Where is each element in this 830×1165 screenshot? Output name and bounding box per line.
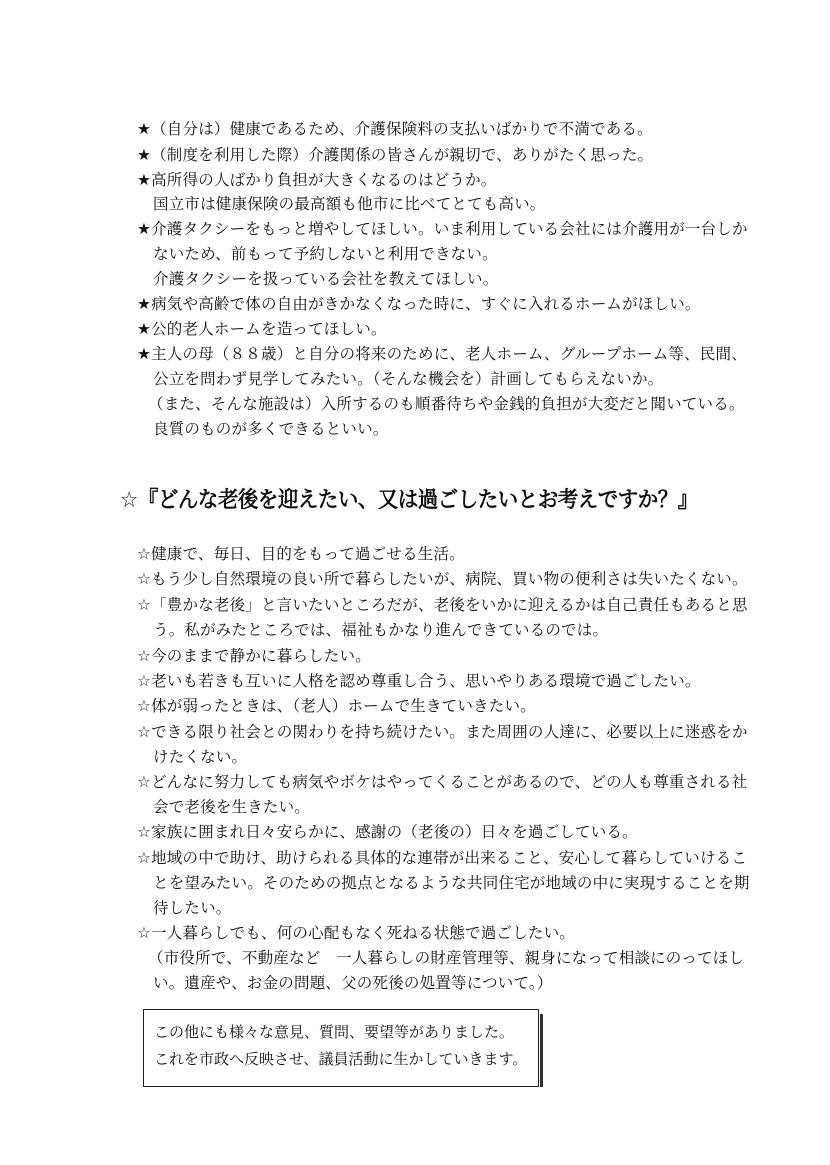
comment-line: ☆できる限り社会との関わりを持ち続けたい。また周囲の人達に、必要以上に迷惑をか <box>137 723 748 741</box>
comment-line: 介護タクシーを扱っている会社を教えてほしい。 <box>153 270 499 288</box>
closing-note-line: この他にも様々な意見、質問、要望等がありました。 <box>154 1023 515 1041</box>
comment-line: けたくない。 <box>153 748 248 766</box>
comment-line: ☆老いも若きも互いに人格を認め尊重し合う、思いやりある環境で過ごしたい。 <box>137 672 701 690</box>
closing-note-box <box>143 1009 539 1087</box>
comment-line: ☆家族に囲まれ日々安らかに、感謝の（老後の）日々を過ごしている。 <box>137 823 638 841</box>
comment-line: ☆地域の中で助け、助けられる具体的な連帯が出来ること、安心して暮らしていけるこ <box>137 849 748 867</box>
comment-line: ☆今のままで静かに暮らしたい。 <box>137 647 371 665</box>
comment-line: い。遺産や、お金の問題、父の死後の処置等について。） <box>153 974 553 992</box>
closing-note-line: これを市政へ反映させ、議員活動に生かしていきます。 <box>154 1050 528 1068</box>
comment-line: ☆「豊かな老後」と言いたいところだが、老後をいかに迎えるかは自己責任もあると思 <box>137 596 748 614</box>
comment-line: とを望みたい。そのための拠点となるような共同住宅が地域の中に実現することを期 <box>153 874 750 892</box>
comment-line: ★病気や高齢で体の自由がきかなくなった時に、すぐに入れるホームがほしい。 <box>137 295 701 313</box>
comment-line: （市役所で、不動産など 一人暮らしの財産管理等、親身になって相談にのってほし <box>148 949 745 967</box>
comment-line: ☆一人暮らしでも、何の心配もなく死ねる状態で過ごしたい。 <box>137 924 575 942</box>
comment-line: ★介護タクシーをもっと増やしてほしい。いま利用している会社には介護用が一台しか <box>137 220 748 238</box>
comment-line: 会で老後を生きたい。 <box>153 798 311 816</box>
comment-line: ☆健康で、毎日、目的をもって過ごせる生活。 <box>137 545 465 563</box>
comment-line: ☆体が弱ったときは、（老人）ホームで生きていきたい。 <box>137 697 536 715</box>
comment-line: 国立市は健康保険の最高額も他市に比べてとても高い。 <box>153 195 546 213</box>
comment-line: 待したい。 <box>153 899 232 917</box>
section-heading: ☆『どんな老後を迎えたい、又は過ごしたいとお考えですか？』 <box>120 488 698 513</box>
comment-line: ★公的老人ホームを造ってほしい。 <box>137 320 387 338</box>
comment-line: ☆どんなに努力しても病気やボケはやってくることがあるので、どの人も尊重される社 <box>137 773 748 791</box>
comment-line: 良質のものが多くできるといい。 <box>153 420 389 438</box>
comment-line: ないため、前もって予約しないと利用できない。 <box>153 245 498 263</box>
comment-line: （また、そんな施設は）入所するのも順番待ちや金銭的負担が大変だと聞いている。 <box>148 395 745 413</box>
comment-line: ★（自分は）健康であるため、介護保険料の支払いばかりで不満である。 <box>137 120 653 138</box>
comment-line: ☆もう少し自然環境の良い所で暮らしたいが、病院、買い物の便利さは失いたくない。 <box>137 570 748 588</box>
comment-line: う。私がみたところでは、福祉もかなり進んできているのでは。 <box>153 621 609 639</box>
comment-line: ★（制度を利用した際）介護関係の皆さんが親切で、ありがたく思った。 <box>137 146 654 164</box>
comment-line: ★高所得の人ばかり負担が大きくなるのはどうか。 <box>137 171 497 189</box>
comment-line: 公立を問わず見学してみたい。（そんな機会を）計画してもらえないか。 <box>153 370 664 388</box>
comment-line: ★主人の母（８８歳）と自分の将来のために、老人ホーム、グループホーム等、民間、 <box>137 345 747 363</box>
